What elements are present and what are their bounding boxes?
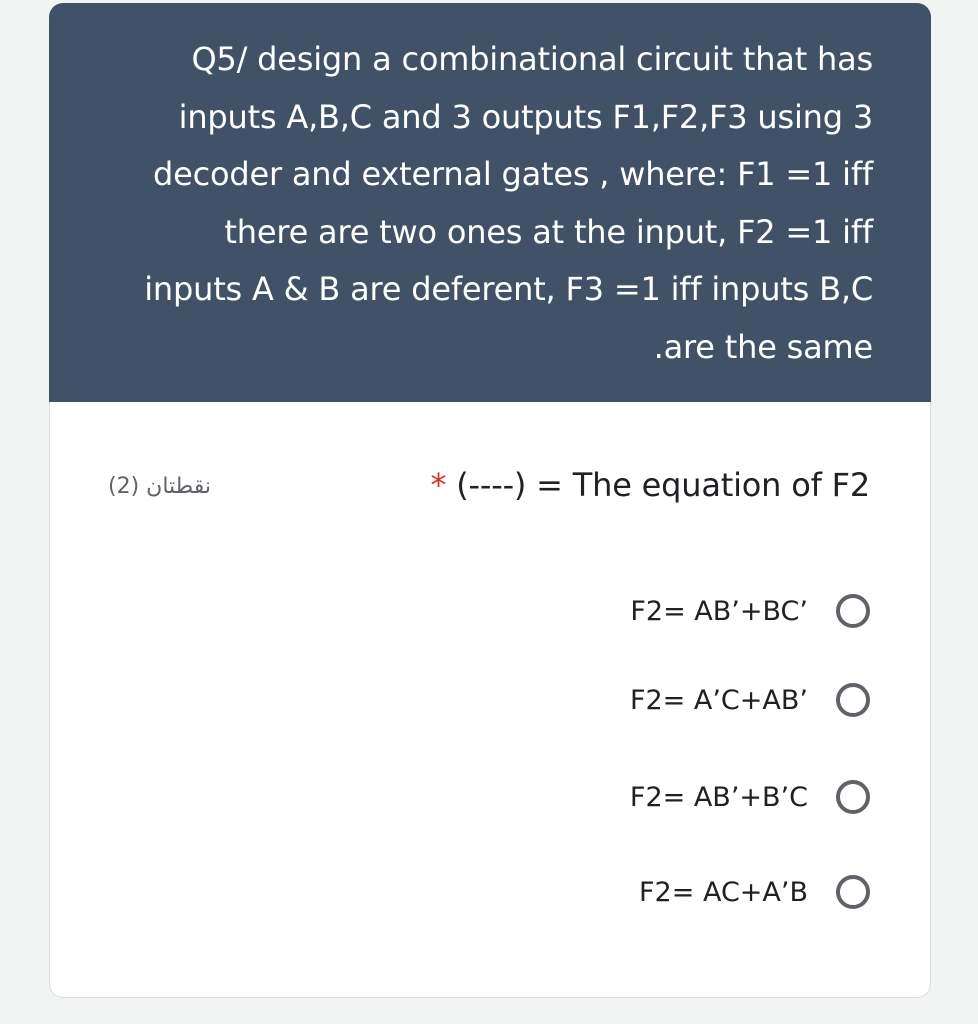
required-asterisk: * [430,466,447,504]
section-line: are the same. [653,327,873,366]
radio-button[interactable] [836,780,870,814]
question-title-row [430,466,870,504]
section-description [93,31,873,376]
section-line: Q5/ design a combinational circuit that has [191,40,873,78]
radio-option-1[interactable] [630,589,870,633]
radio-option-3[interactable] [630,775,870,819]
option-label: F2= A’C+AB’ [629,684,808,716]
option-label: F2= AB’+BC’ [630,595,808,627]
radio-button[interactable] [836,594,870,628]
option-label: F2= AC+A’B [639,876,808,908]
section-line: there are two ones at the input, F2 =1 iff [224,212,873,251]
question-title: (----) = The equation of F2 [456,466,870,504]
section-line: inputs A & B are deferent, F3 =1 iff inputs B,C [144,270,873,308]
section-line: 3 inputs A,B,C and 3 outputs F1,F2,F3 using [178,97,873,136]
section-line: decoder and external gates , where: F1 =1 iff [152,155,873,193]
radio-button[interactable] [836,875,870,909]
option-label: F2= AB’+B’C [629,781,808,813]
section-header-card [49,3,931,402]
radio-button[interactable] [836,683,870,717]
question-points: نقطتان (2) [108,474,211,499]
question-card [49,402,931,998]
radio-option-4[interactable] [639,870,870,914]
radio-option-2[interactable] [630,678,870,722]
